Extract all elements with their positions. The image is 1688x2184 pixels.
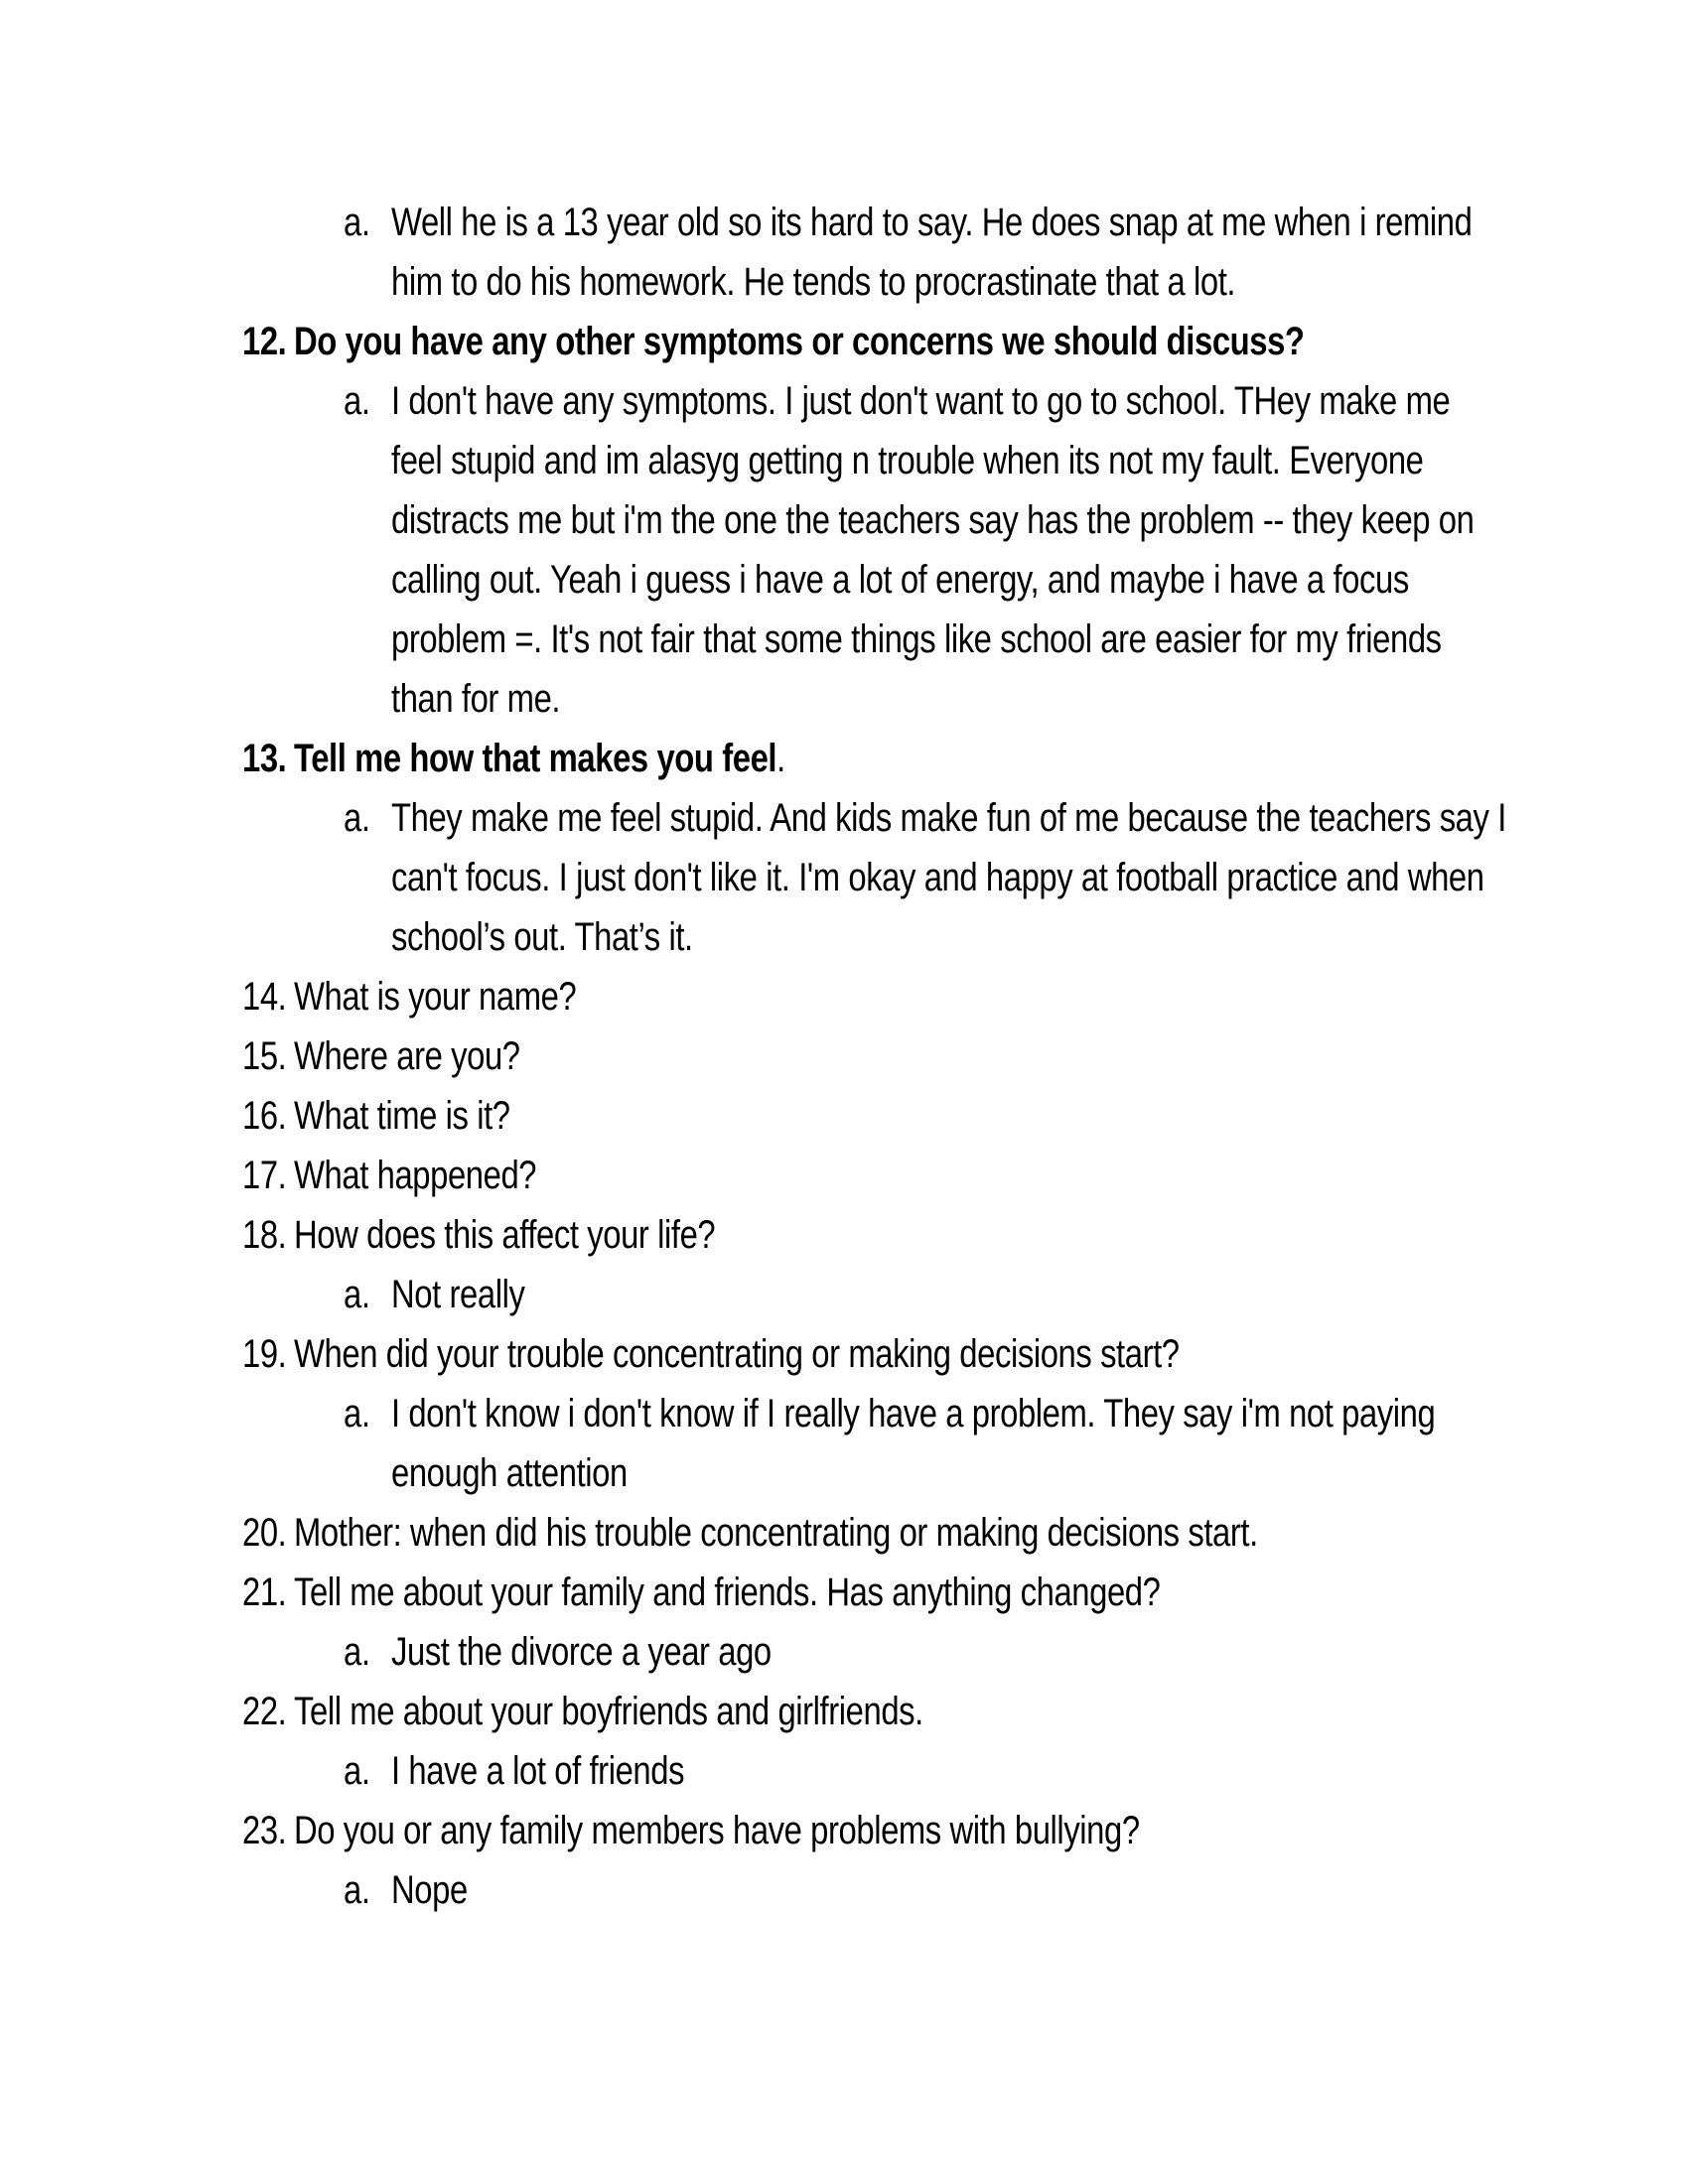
answer-line: They make me feel stupid. And kids make fun of me because the teachers say I: [391, 796, 1506, 840]
answer-line: Just the divorce a year ago: [391, 1630, 772, 1674]
answer-line: I have a lot of friends: [391, 1749, 685, 1793]
answer-line: Well he is a 13 year old so its hard to say. He does snap at me when i remind: [391, 201, 1473, 244]
answer-line: Nope: [391, 1868, 468, 1912]
answer-line: Not really: [391, 1273, 525, 1316]
question-number: 15.: [242, 1034, 287, 1078]
answer-marker: a.: [344, 1749, 370, 1793]
question-number: 22.: [242, 1690, 287, 1733]
question-text: Tell me about your family and friends. Has anything changed?: [294, 1570, 1161, 1614]
answer-line: than for me.: [391, 677, 561, 721]
answer-marker: a.: [344, 1392, 370, 1435]
question-text: When did your trouble concentrating or making decisions start?: [294, 1332, 1180, 1376]
question-text: Tell me about your boyfriends and girlfriends.: [294, 1690, 923, 1733]
question-text: What happened?: [294, 1154, 537, 1197]
answer-marker: a.: [344, 1630, 370, 1674]
question-text: What is your name?: [294, 975, 577, 1019]
answer-line: I don't have any symptoms. I just don't want to go to school. THey make me: [391, 379, 1451, 423]
answer-line: can't focus. I just don't like it. I'm okay and happy at football practice and when: [391, 856, 1484, 899]
answer-line: feel stupid and im alasyg getting n trouble when its not my fault. Everyone: [391, 439, 1424, 482]
question-text: How does this affect your life?: [294, 1213, 716, 1257]
answer-marker: a.: [344, 201, 370, 244]
answer-line: enough attention: [391, 1451, 628, 1495]
question-text: Do you or any family members have problems with bullying?: [294, 1809, 1140, 1852]
question-text: Mother: when did his trouble concentrating or making decisions start.: [294, 1511, 1258, 1555]
answer-line: I don't know i don't know if I really have a problem. They say i'm not paying: [391, 1392, 1436, 1435]
answer-marker: a.: [344, 379, 370, 423]
question-number: 17.: [242, 1154, 287, 1197]
answer-line: school’s out. That’s it.: [391, 915, 693, 959]
question-text: Do you have any other symptoms or concerns we should discuss?: [294, 320, 1305, 363]
question-number: 19.: [242, 1332, 287, 1376]
answer-line: distracts me but i'm the one the teachers say has the problem -- they keep on: [391, 498, 1475, 542]
question-number: 18.: [242, 1213, 287, 1257]
question-text: Tell me how that makes you feel.: [294, 737, 785, 780]
answer-line: calling out. Yeah i guess i have a lot of energy, and maybe i have a focus: [391, 558, 1409, 602]
question-number: 21.: [242, 1570, 287, 1614]
question-text: What time is it?: [294, 1094, 510, 1138]
question-number: 12.: [242, 320, 287, 363]
question-text: Where are you?: [294, 1034, 520, 1078]
answer-marker: a.: [344, 1868, 370, 1912]
question-number: 20.: [242, 1511, 287, 1555]
answer-line: problem =. It's not fair that some things like school are easier for my friends: [391, 617, 1442, 661]
answer-marker: a.: [344, 1273, 370, 1316]
answer-marker: a.: [344, 796, 370, 840]
question-number: 14.: [242, 975, 287, 1019]
question-number: 13.: [242, 737, 287, 780]
answer-line: him to do his homework. He tends to procrastinate that a lot.: [391, 260, 1236, 304]
question-number: 23.: [242, 1809, 287, 1852]
question-number: 16.: [242, 1094, 287, 1138]
